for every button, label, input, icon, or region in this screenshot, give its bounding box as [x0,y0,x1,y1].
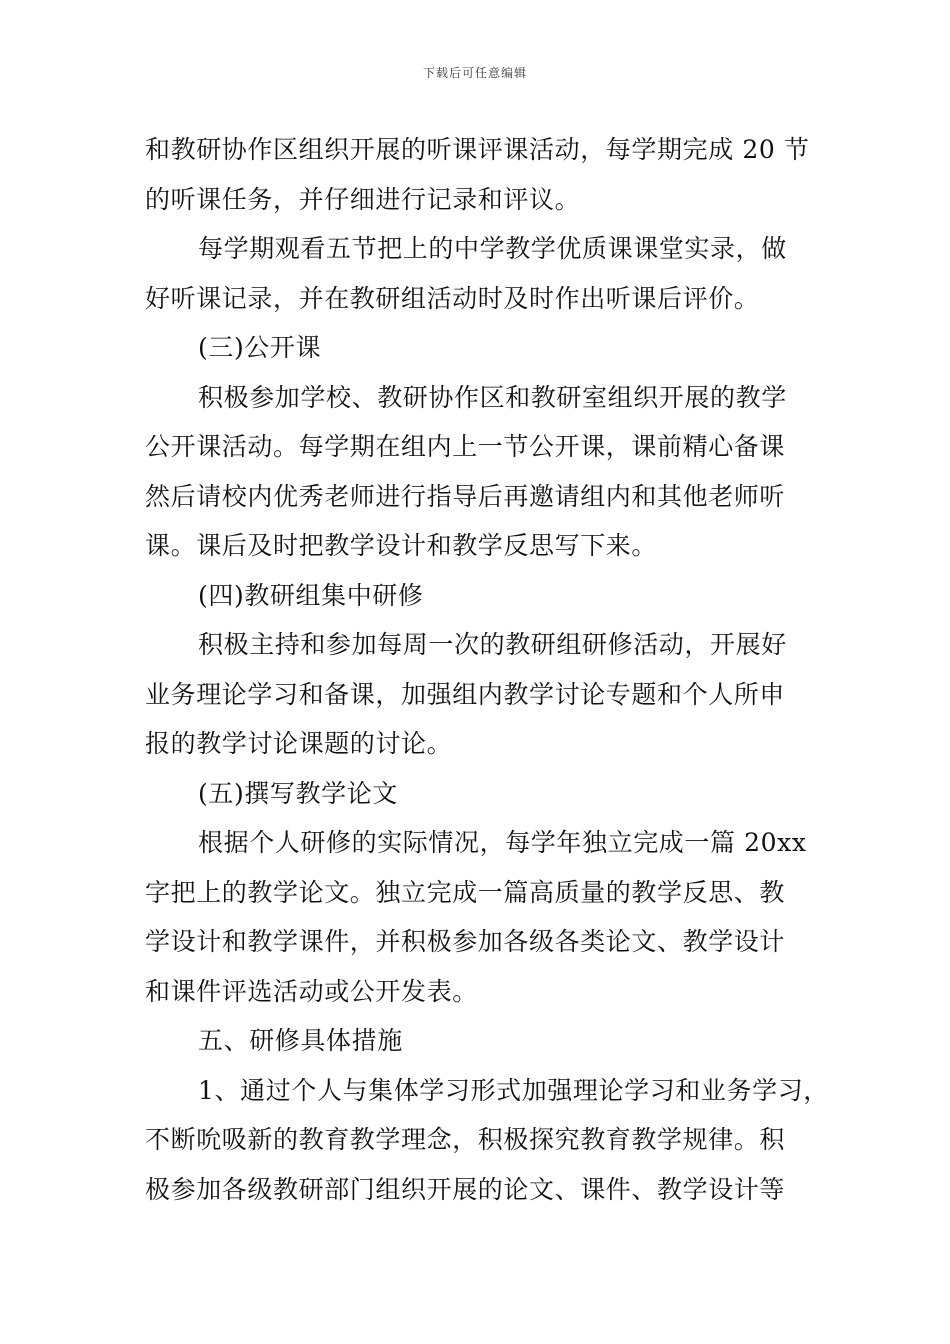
document-body [145,125,829,1214]
section-heading: (五)撰写教学论文 [198,778,398,808]
text-line: 学设计和教学课件，并积极参加各级各类论文、教学设计 [145,927,786,956]
text-line: 极参加各级教研部门组织开展的论文、课件、教学设计等 [145,1174,786,1204]
section-heading: (三)公开课 [198,333,322,362]
section-heading: 五、研修具体措施 [198,1026,403,1055]
text-line: 业务理论学习和备课，加强组内教学讨论专题和个人所申 [145,679,786,709]
text-line: 然后请校内优秀老师进行指导后再邀请组内和其他老师听 [145,481,786,511]
text-line: 根据个人研修的实际情况，每学年独立完成一篇 20xx [198,828,807,857]
text-line: 不断吮吸新的教育教学理念，积极探究教育教学规律。积 [145,1125,786,1154]
text-line: 公开课活动。每学期在组内上一节公开课，课前精心备课 [145,432,786,461]
text-line: 每学期观看五节把上的中学教学优质课课堂实录，做 [198,234,787,263]
text-line: 积极主持和参加每周一次的教研组研修活动，开展好 [198,630,787,659]
text-line: 和课件评选活动或公开发表。 [145,976,478,1006]
page-header: 下载后可任意编辑 [422,66,527,80]
text-line: 和教研协作区组织开展的听课评课活动，每学期完成 20 节 [145,135,810,164]
text-line: 1、通过个人与集体学习形式加强理论学习和业务学习， [198,1075,829,1105]
text-line: 好听课记录，并在教研组活动时及时作出听课后评价。 [145,283,760,313]
text-line: 报的教学讨论课题的讨论。 [145,729,453,758]
text-line: 字把上的教学论文。独立完成一篇高质量的教学反思、教 [145,877,786,907]
section-heading: (四)教研组集中研修 [198,580,424,610]
text-line: 积极参加学校、教研协作区和教研室组织开展的教学 [198,382,787,412]
text-line: 课。课后及时把教学设计和教学反思写下来。 [145,531,658,560]
text-line: 的听课任务，并仔细进行记录和评议。 [145,184,581,214]
